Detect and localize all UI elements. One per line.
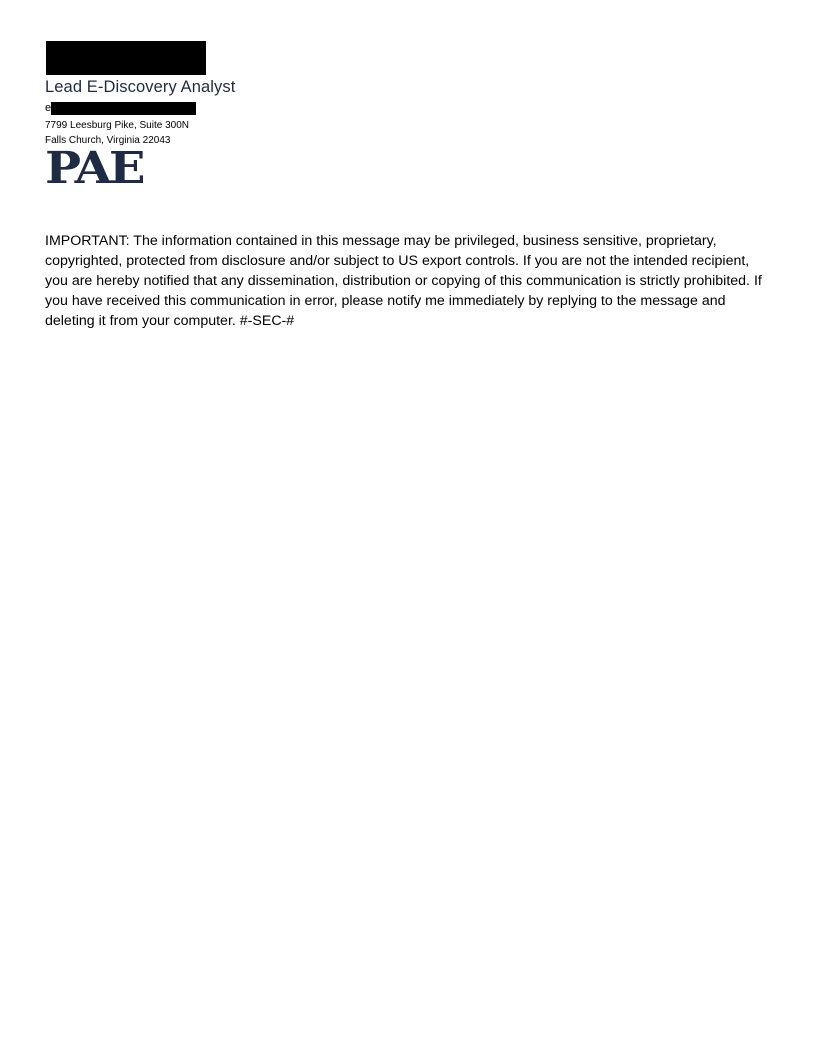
job-title: Lead E-Discovery Analyst bbox=[45, 78, 236, 96]
email-prefix: e bbox=[45, 102, 52, 114]
address-line-1: 7799 Leesburg Pike, Suite 300N bbox=[45, 120, 189, 131]
redacted-name-block bbox=[46, 41, 206, 75]
confidentiality-disclaimer: IMPORTANT: The information contained in this message may be privileged, business sensitive, proprietary, copyrighted, protected from disclosure and/or subject to US export controls. If you are not the intended recipient, you are hereby notified that any dissemination, distribution or copying of this communication is strictly prohibited. If you have received this communication in error, please notify me immediately by replying to the message and deleting it from your computer. #-SEC-# bbox=[45, 233, 762, 329]
redacted-email-block bbox=[51, 102, 196, 115]
address-line-2: Falls Church, Virginia 22043 bbox=[45, 134, 171, 146]
pae-logo: PAE bbox=[45, 142, 143, 194]
